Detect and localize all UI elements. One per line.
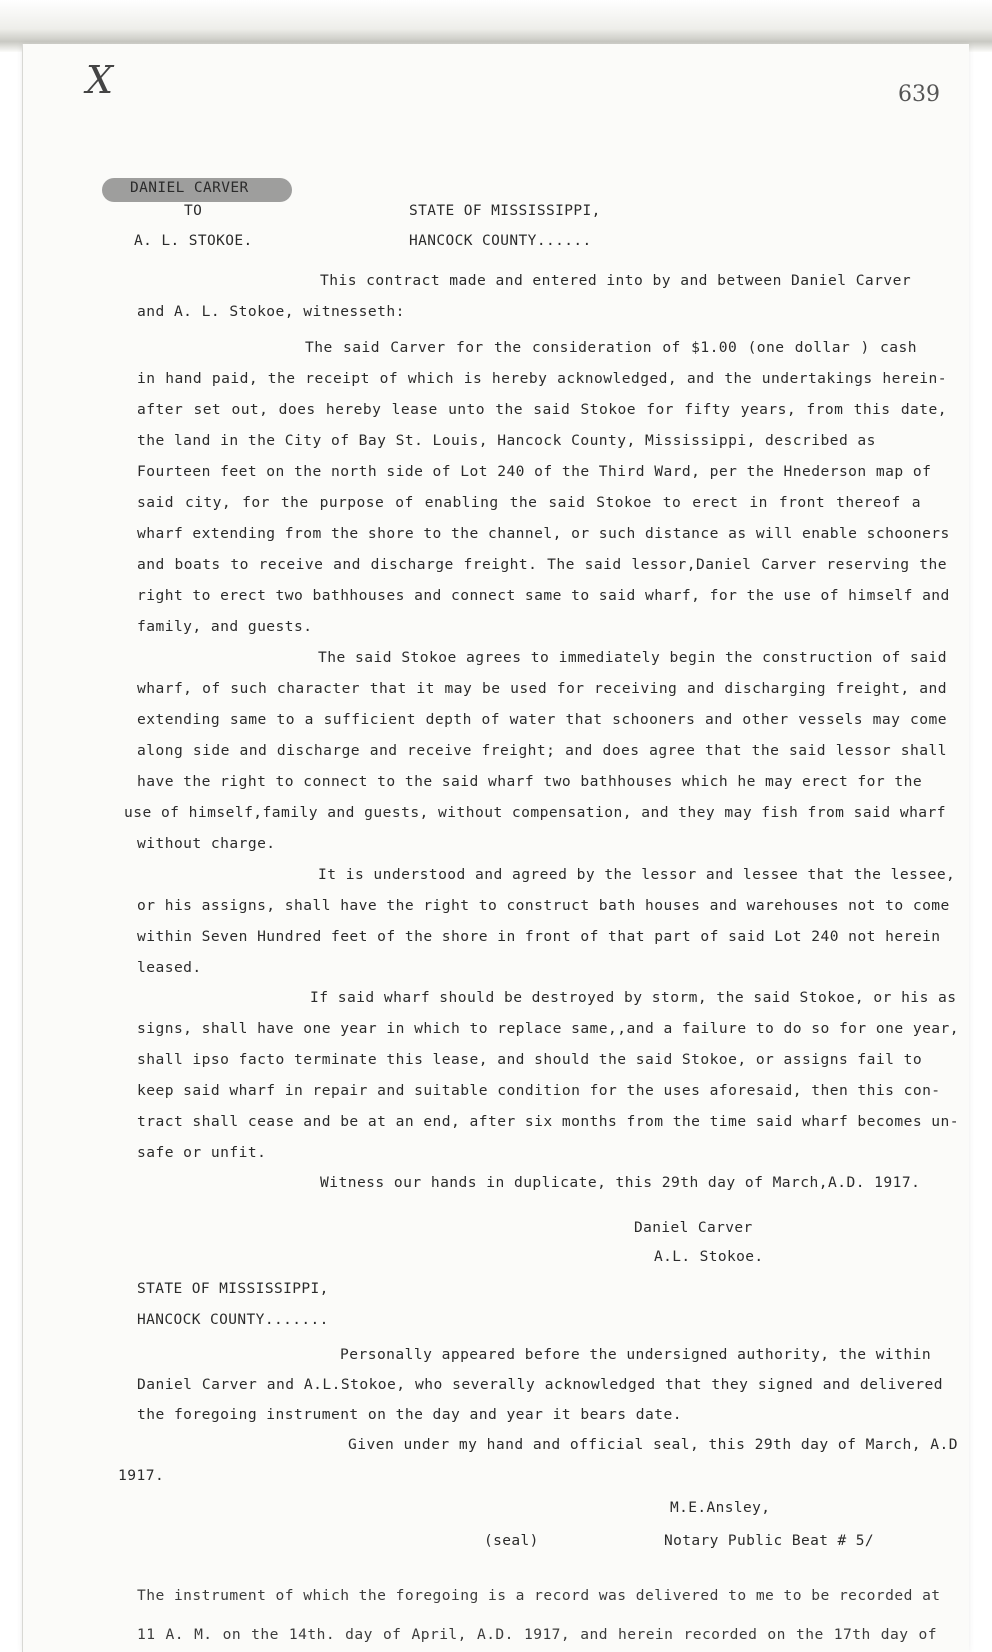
ack-line: Personally appeared before the undersigned authority, the within [340, 1346, 932, 1363]
signature-carver: Daniel Carver [634, 1220, 753, 1236]
signature-stokoe: A.L. Stokoe. [654, 1249, 764, 1265]
witness-line: Witness our hands in duplicate, this 29th day of March,A.D. 1917. [320, 1174, 921, 1191]
body-line: The said Stokoe agrees to immediately begin the construction of said [318, 649, 947, 666]
body-line: have the right to connect to the said wharf two bathhouses which he may erect for the [137, 773, 923, 790]
body-line: Fourteen feet on the north side of Lot 240 of the Third Ward, per the Hnederson map of [137, 463, 932, 480]
body-line: after set out, does hereby lease unto the said Stokoe for fifty years, from this date, [137, 401, 947, 418]
ack-line: Given under my hand and official seal, this 29th day of March, A.D [348, 1436, 958, 1453]
body-line: family, and guests. [137, 618, 313, 635]
body-line: keep said wharf in repair and suitable condition for the uses aforesaid, then this con- [137, 1082, 941, 1099]
county-heading: HANCOCK COUNTY...... [409, 233, 592, 249]
body-line: shall ipso facto terminate this lease, and should the said Stokoe, or assigns fail to [137, 1051, 923, 1068]
notary-title: Notary Public Beat # 5/ [664, 1533, 874, 1549]
body-line: tract shall cease and be at an end, after six months from the time said wharf becomes un- [137, 1113, 960, 1130]
body-line: the land in the City of Bay St. Louis, Hancock County, Mississippi, described as [137, 432, 876, 449]
body-line: along side and discharge and receive freight; and does agree that the said lessor shall [137, 742, 947, 759]
body-line: leased. [137, 959, 202, 976]
grantor-name: DANIEL CARVER [130, 180, 249, 196]
body-line: It is understood and agreed by the lessor and lessee that the lessee, [318, 866, 956, 883]
page-number: 639 [898, 82, 940, 107]
body-line: without charge. [137, 835, 276, 852]
ack-line: 1917. [118, 1467, 165, 1484]
body-line: and A. L. Stokoe, witnesseth: [137, 303, 405, 320]
body-line: wharf, of such character that it may be used for receiving and discharging freight, and [137, 680, 947, 697]
body-line: use of himself,family and guests, without compensation, and they may fish from said wharf [124, 804, 947, 821]
ack-line: the foregoing instrument on the day and year it bears date. [137, 1406, 682, 1423]
body-line: wharf extending from the shore to the channel, or such distance as will enable schooners [137, 525, 950, 542]
body-line: signs, shall have one year in which to replace same,,and a failure to do so for one year, [137, 1020, 960, 1037]
recording-line: 11 A. M. on the 14th. day of April, A.D. 1917, and herein recorded on the 17th day of [137, 1626, 937, 1643]
to-label: TO [184, 203, 203, 219]
body-line: The said Carver for the consideration of $1.00 (one dollar ) cash [305, 339, 917, 356]
state-heading: STATE OF MISSISSIPPI, [409, 203, 601, 219]
ack-line: Daniel Carver and A.L.Stokoe, who severally acknowledged that they signed and delivered [137, 1376, 943, 1393]
grantee-name: A. L. STOKOE. [134, 233, 253, 249]
body-line: right to erect two bathhouses and connect same to said wharf, for the use of himself and [137, 587, 950, 604]
recording-line: The instrument of which the foregoing is a record was delivered to me to be recorded at [137, 1587, 941, 1604]
body-line: extending same to a sufficient depth of water that schooners and other vessels may come [137, 711, 947, 728]
seal-label: (seal) [484, 1533, 539, 1549]
body-line: in hand paid, the receipt of which is hereby acknowledged, and the undertakings herein- [137, 370, 947, 387]
body-line: said city, for the purpose of enabling the said Stokoe to erect in front thereof a [137, 494, 921, 511]
body-line: and boats to receive and discharge freight. The said lessor,Daniel Carver reserving the [137, 556, 947, 573]
body-line: or his assigns, shall have the right to construct bath houses and warehouses not to come [137, 897, 950, 914]
body-line: This contract made and entered into by and between Daniel Carver [320, 272, 912, 289]
body-line: within Seven Hundred feet of the shore in front of that part of said Lot 240 not herein [137, 928, 941, 945]
corner-mark: X [86, 58, 114, 102]
body-line: safe or unfit. [137, 1144, 267, 1161]
ack-county: HANCOCK COUNTY....... [137, 1312, 329, 1328]
ack-state: STATE OF MISSISSIPPI, [137, 1281, 329, 1297]
body-line: If said wharf should be destroyed by storm, the said Stokoe, or his as [310, 989, 957, 1006]
notary-name: M.E.Ansley, [670, 1500, 771, 1516]
